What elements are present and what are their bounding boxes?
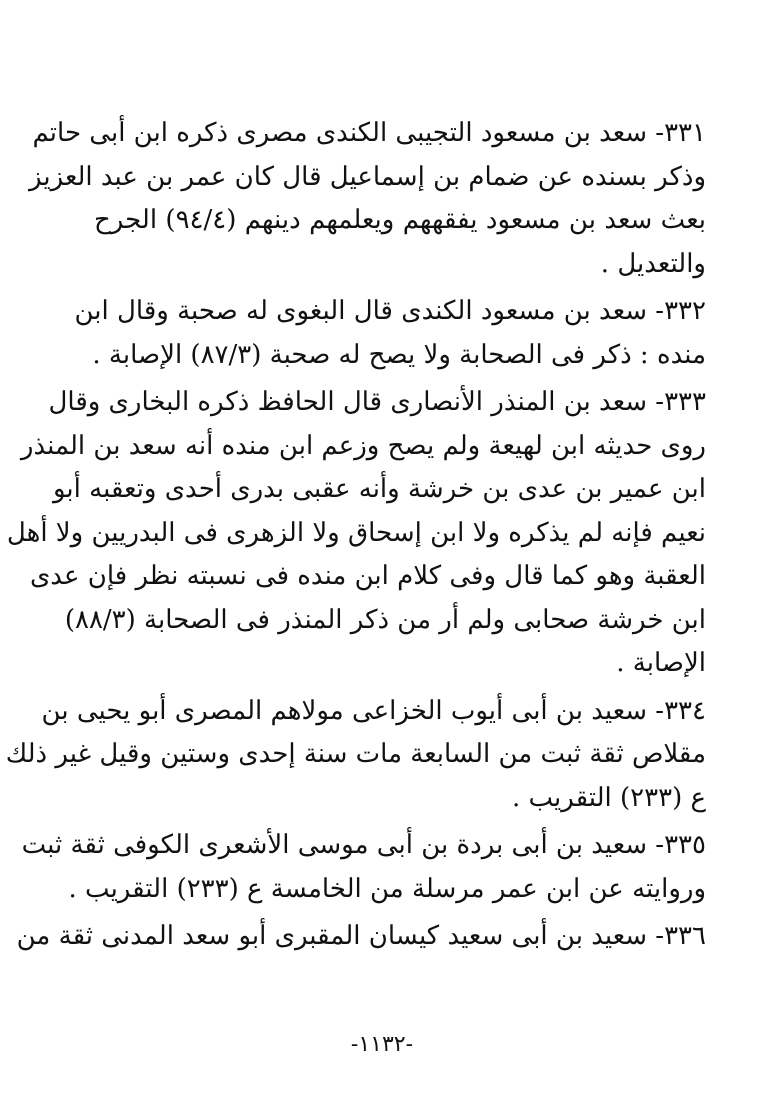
entry-333	[6, 381, 706, 686]
page-number: -١١٣٢-	[350, 1032, 414, 1057]
entry-335	[21, 824, 706, 911]
text-line: الإصابة .	[616, 648, 706, 678]
entry-332	[74, 290, 706, 377]
entry-334	[5, 690, 706, 821]
text-line: نعيم فإنه لم يذكره ولا ابن إسحاق ولا الزهرى فى البدريين ولا أهل	[6, 517, 706, 548]
entry-336	[16, 915, 706, 959]
text-line: ابن خرشة صحابى ولم أر من ذكر المنذر فى الصحابة (٨٨/٣)	[64, 604, 706, 635]
text-line: ٣٣٦- سعيد بن أبى سعيد كيسان المقبرى أبو سعد المدنى ثقة من	[16, 921, 706, 951]
text-line: ٣٣٣- سعد بن المنذر الأنصارى قال الحافظ ذكره البخارى وقال	[48, 387, 706, 417]
text-line: وذكر بسنده عن ضمام بن إسماعيل قال كان عمر بن عبد العزيز	[29, 161, 706, 192]
text-line: ع (٢٣٣) التقريب .	[511, 782, 706, 813]
text-line: مقلاص ثقة ثبت من السابعة مات سنة إحدى وستين وقيل غير ذلك	[5, 739, 706, 769]
document-body	[5, 112, 706, 963]
text-line: وروايته عن ابن عمر مرسلة من الخامسة ع (٢٣٣) التقريب .	[68, 873, 706, 904]
text-line: روى حديثه ابن لهيعة ولم يصح وزعم ابن منده أنه سعد بن المنذر	[20, 430, 706, 461]
text-line: ٣٣٤- سعيد بن أبى أيوب الخزاعى مولاهم المصرى أبو يحيى بن	[41, 695, 706, 726]
text-line: ابن عمير بن عدى بن خرشة وأنه عقبى بدرى أحدى وتعقبه أبو	[53, 474, 706, 504]
text-line: منده : ذكر فى الصحابة ولا يصح له صحبة (٨٧/٣) الإصابة .	[92, 339, 706, 370]
text-line: بعث سعد بن مسعود يفقههم ويعلمهم دينهم (٩٤/٤) الجرح	[94, 205, 706, 235]
text-line: والتعديل .	[600, 248, 706, 279]
text-line: ٣٣٥- سعيد بن أبى بردة بن أبى موسى الأشعرى الكوفى ثقة ثبت	[21, 830, 706, 860]
entry-331	[29, 112, 706, 286]
text-line: ٣٣٢- سعد بن مسعود الكندى قال البغوى له صحبة وقال ابن	[74, 296, 706, 326]
text-line: العقبة وهو كما قال وفى كلام ابن منده فى نسبته نظر فإن عدى	[29, 561, 706, 591]
text-line: ٣٣١- سعد بن مسعود التجيبى الكندى مصرى ذكره ابن أبى حاتم	[32, 118, 706, 148]
